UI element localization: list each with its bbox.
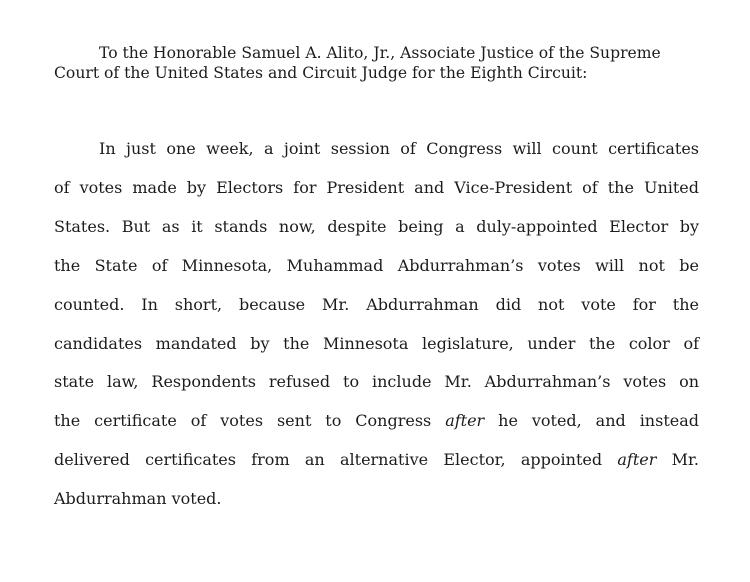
paragraph-line — [54, 402, 699, 441]
body-paragraph — [54, 130, 699, 519]
line-text: the certificate of votes sent to Congress — [54, 411, 432, 431]
paragraph-line: the State of Minnesota, Muhammad Abdurrahman’s votes will not be — [54, 255, 699, 275]
line-text: delivered certificates from an alternative Elector, appointed — [54, 450, 603, 470]
paragraph-line: candidates mandated by the Minnesota legislature, under the color of — [54, 333, 699, 353]
emphasis-after: after — [445, 411, 485, 431]
paragraph-line: state law, Respondents refused to include Mr. Abdurrahman’s votes on — [54, 372, 699, 392]
paragraph-line: In just one week, a joint session of Congress will count certificates — [99, 139, 699, 158]
paragraph-line — [54, 441, 699, 480]
address-heading: To the Honorable Samuel A. Alito, Jr., Associate Justice of the Supreme Court of the United States and Circuit Judge for the Eighth Circuit: — [54, 44, 661, 82]
paragraph-line: counted. In short, because Mr. Abdurrahman did not vote for the — [54, 294, 699, 314]
emphasis-after: after — [617, 450, 657, 470]
line-text: he voted, and instead — [498, 411, 699, 431]
paragraph-line: of votes made by Electors for President and Vice-President of the United — [54, 177, 699, 197]
paragraph-line: States. But as it stands now, despite being a duly-appointed Elector by — [54, 216, 699, 236]
paragraph-line: Abdurrahman voted. — [54, 489, 222, 509]
line-text: Mr. — [671, 450, 699, 470]
